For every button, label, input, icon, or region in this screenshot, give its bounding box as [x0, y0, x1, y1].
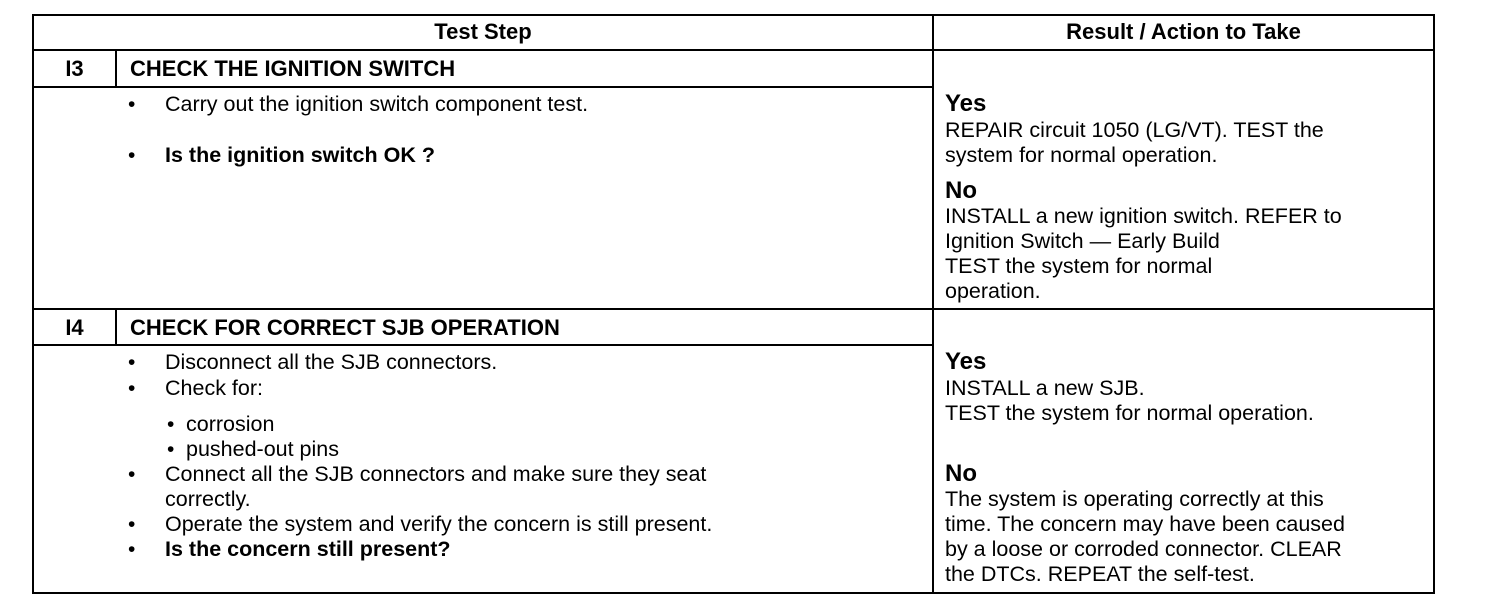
action-question: Is the ignition switch OK ?	[165, 143, 435, 167]
result-yes-label: Yes	[945, 348, 987, 375]
step-title: CHECK FOR CORRECT SJB OPERATION	[130, 315, 560, 340]
result-yes-line: system for normal operation.	[945, 143, 1218, 167]
bullet: •	[128, 463, 136, 486]
row-divider	[32, 308, 1435, 310]
sub-bullet: •	[167, 438, 175, 461]
step-title-divider	[32, 344, 934, 346]
column-divider	[932, 14, 934, 594]
action-item: Connect all the SJB connectors and make sure they seat	[165, 462, 707, 486]
bullet: •	[128, 93, 136, 116]
header-result: Result / Action to Take	[1066, 19, 1301, 44]
step-id: I3	[65, 56, 84, 81]
sub-bullet: •	[167, 413, 175, 436]
action-question: Is the concern still present?	[165, 537, 451, 561]
result-yes-line: REPAIR circuit 1050 (LG/VT). TEST the	[945, 118, 1324, 142]
result-no-line: time. The concern may have been caused	[945, 512, 1345, 536]
result-no-label: No	[945, 177, 977, 204]
action-item: Disconnect all the SJB connectors.	[165, 350, 498, 374]
step-id-divider	[115, 308, 117, 346]
step-id-divider	[115, 49, 117, 87]
step-title-divider	[32, 86, 934, 88]
sub-item: pushed-out pins	[186, 437, 339, 461]
bullet: •	[128, 513, 136, 536]
result-no-line: TEST the system for normal	[945, 254, 1213, 278]
result-yes-line: INSTALL a new SJB.	[945, 376, 1145, 400]
bullet: •	[128, 351, 136, 374]
bullet: •	[128, 144, 136, 167]
sub-item: corrosion	[186, 412, 275, 436]
step-title: CHECK THE IGNITION SWITCH	[130, 56, 456, 81]
action-item: Carry out the ignition switch component test.	[165, 92, 589, 116]
result-no-label: No	[945, 460, 977, 487]
action-item-continuation: correctly.	[165, 487, 251, 511]
result-no-line: INSTALL a new ignition switch. REFER to	[945, 204, 1342, 228]
action-item: Operate the system and verify the concern is still present.	[165, 512, 713, 536]
bullet: •	[128, 377, 136, 400]
bullet: •	[128, 538, 136, 561]
result-no-line: Ignition Switch — Early Build	[945, 229, 1220, 253]
result-yes-line: TEST the system for normal operation.	[945, 401, 1314, 425]
header-divider	[32, 49, 1435, 51]
step-id: I4	[65, 315, 84, 340]
header-test-step: Test Step	[434, 19, 532, 44]
result-no-line: by a loose or corroded connector. CLEAR	[945, 537, 1342, 561]
result-yes-label: Yes	[945, 90, 987, 117]
action-item: Check for:	[165, 376, 263, 400]
result-no-line: the DTCs. REPEAT the self-test.	[945, 562, 1255, 586]
result-no-line: The system is operating correctly at this	[945, 487, 1324, 511]
result-no-line: operation.	[945, 279, 1041, 303]
